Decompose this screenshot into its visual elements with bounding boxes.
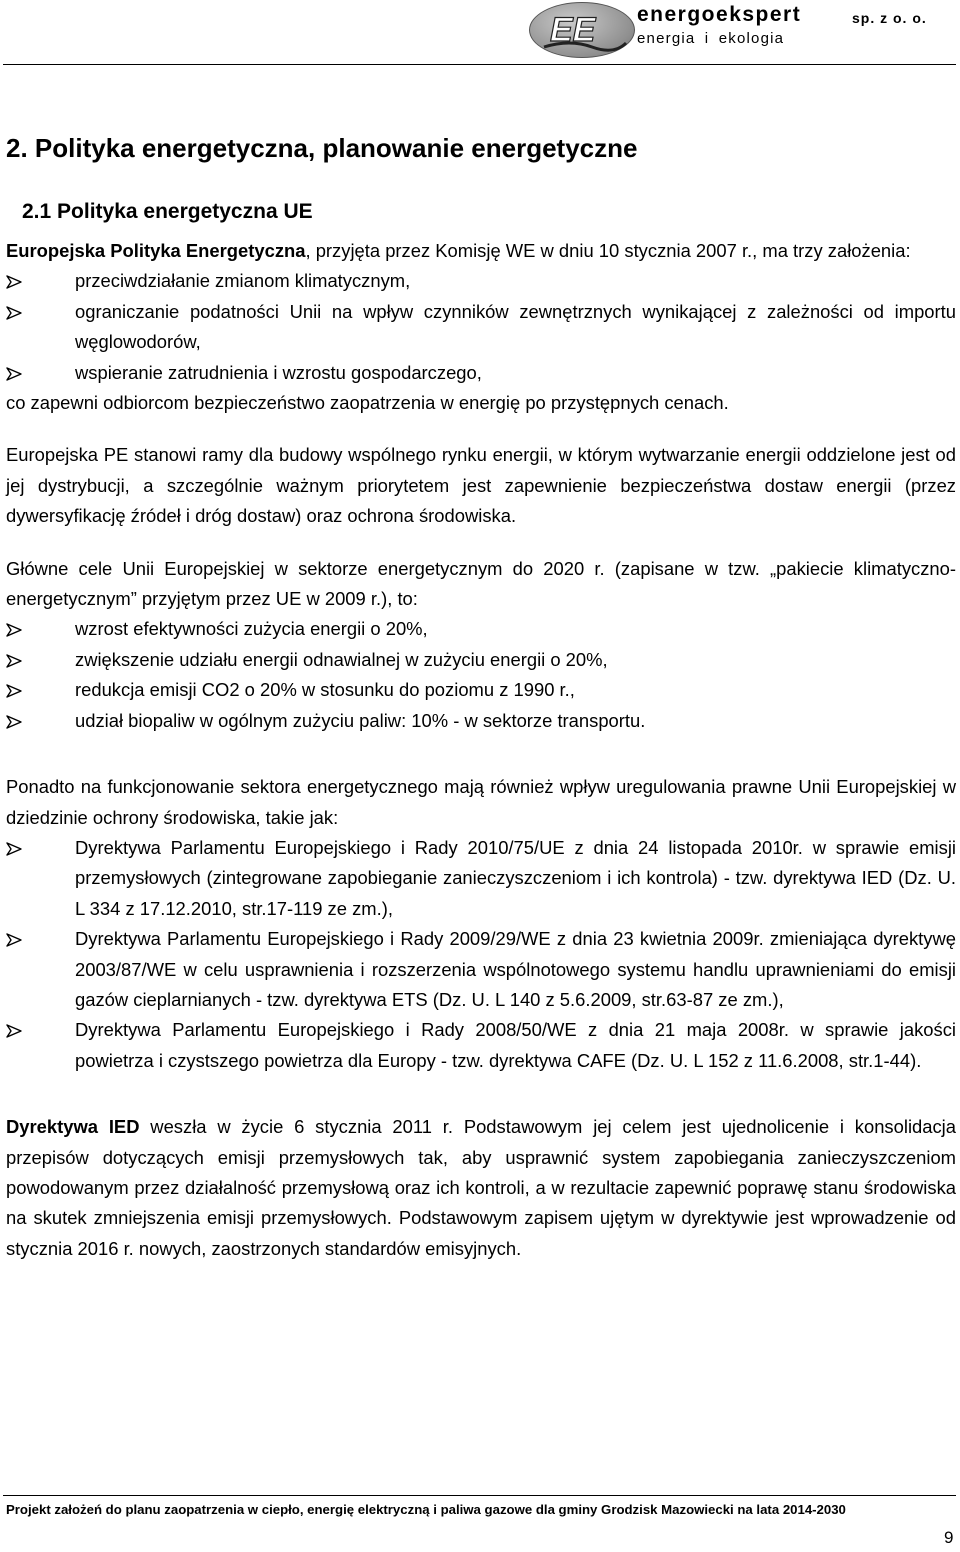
list-item: udział biopaliw w ogólnym zużyciu paliw: 10% - w sektorze transportu. [6,706,956,736]
bold-term: Dyrektywa IED [6,1116,140,1138]
goals-list [6,614,956,736]
list-item: wspieranie zatrudnienia i wzrostu gospodarczego, [6,358,956,388]
header-divider [3,64,956,65]
document-body [6,128,956,1264]
logo-mark-icon [530,3,634,57]
list-item: przeciwdziałanie zmianom klimatycznym, [6,266,956,296]
subsection-title: 2.1 Polityka energetyczna UE [22,200,313,223]
page-header [0,0,960,64]
paragraph-ied: Dyrektywa IED weszła w życie 6 stycznia 2011 r. Podstawowym jej celem jest ujednolicenie i konsolidacja przepisów dotyczących emisji przemysłowych tak, aby usprawnić system zapobiegania zanieczyszczeniom powodowanym przez działalność przemysłową oraz ich kontroli, a w rezultacie zapewnić poprawę stanu środowiska na skutek zmniejszenia emisji przemysłowych. Podstawowym zapisem ujętym w dyrektywie jest wprowadzenie od stycznia 2016 r. nowych, zaostrzonych standardów emisyjnych. [6,1116,956,1259]
paragraph-goals-intro: Główne cele Unii Europejskiej w sektorze energetycznym do 2020 r. (zapisane w tzw. „pakiecie klimatyczno-energetycznym” przyjętym przez UE w 2009 r.), to: [6,557,956,610]
brand-name: energoekspert [637,3,802,26]
company-logo [529,2,635,58]
paragraph-regulations-intro: Ponadto na funkcjonowanie sektora energetycznego mają również wpływ uregulowania prawne Unii Europejskiej w dziedzinie ochrony środowiska, takie jak: [6,776,956,828]
arrowhead-bullet-icon [6,842,22,856]
brand-suffix: sp. z o. o. [852,10,927,26]
brand-tagline: energia i ekologia [637,30,785,47]
page-number: 9 [944,1528,954,1547]
arrowhead-bullet-icon [6,623,22,637]
arrowhead-bullet-icon [6,684,22,698]
bold-term: Europejska Polityka Energetyczna [6,240,306,261]
logo-text: EE [550,11,596,49]
list-item: ograniczanie podatności Unii na wpływ czynników zewnętrznych wynikającej z zależności od importu węglowodorów, [6,297,956,358]
arrowhead-bullet-icon [6,275,22,289]
footer-text: Projekt założeń do planu zaopatrzenia w ciepło, energię elektryczną i paliwa gazowe dla gminy Grodzisk Mazowiecki na lata 2014-2030 [6,1502,846,1517]
list-item: Dyrektywa Parlamentu Europejskiego i Rady 2008/50/WE z dnia 21 maja 2008r. w sprawie jakości powietrza i czystszego powietrza dla Europy - tzw. dyrektywa CAFE (Dz. U. L 152 z 11.6.2008, str.1-44). [6,1015,956,1076]
paragraph-continuation: co zapewni odbiorcom bezpieczeństwo zaopatrzenia w energię po przystępnych cenach. [6,392,729,414]
list-item: Dyrektywa Parlamentu Europejskiego i Rady 2009/29/WE z dnia 23 kwietnia 2009r. zmieniająca dyrektywę 2003/87/WE w celu usprawnienia i rozszerzenia wspólnotowego systemu handlu uprawnieniami do emisji gazów cieplarnianych - tzw. dyrektywa ETS (Dz. U. L 140 z 5.6.2009, str.63-87 ze zm.), [6,924,956,1015]
arrowhead-bullet-icon [6,654,22,668]
list-item: wzrost efektywności zużycia energii o 20%, [6,614,956,644]
list-item: redukcja emisji CO2 o 20% w stosunku do poziomu z 1990 r., [6,675,956,705]
arrowhead-bullet-icon [6,933,22,947]
footer-divider [3,1495,956,1496]
arrowhead-bullet-icon [6,306,22,320]
section-title: 2. Polityka energetyczna, planowanie energetyczne [6,133,638,163]
paragraph-eu-policy: Europejska Polityka Energetyczna, przyjęta przez Komisję WE w dniu 10 stycznia 2007 r., ma trzy założenia: [6,240,911,261]
paragraph-framework: Europejska PE stanowi ramy dla budowy wspólnego rynku energii, w którym wytwarzanie energii oddzielone jest od jej dystrybucji, a szczególnie ważnym priorytetem jest zapewnienie bezpieczeństwa dostaw energii (przez dywersyfikację źródeł i dróg dostaw) oraz ochrona środowiska. [6,444,956,527]
assumptions-list [6,266,956,388]
arrowhead-bullet-icon [6,715,22,729]
directives-list [6,833,956,1076]
list-item: Dyrektywa Parlamentu Europejskiego i Rady 2010/75/UE z dnia 24 listopada 2010r. w sprawie emisji przemysłowych (zintegrowane zapobieganie zanieczyszczeniom i ich kontrola) - tzw. dyrektywa IED (Dz. U. L 334 z 17.12.2010, str.17-119 ze zm.), [6,833,956,924]
arrowhead-bullet-icon [6,367,22,381]
list-item: zwiększenie udziału energii odnawialnej w zużyciu energii o 20%, [6,645,956,675]
arrowhead-bullet-icon [6,1024,22,1038]
